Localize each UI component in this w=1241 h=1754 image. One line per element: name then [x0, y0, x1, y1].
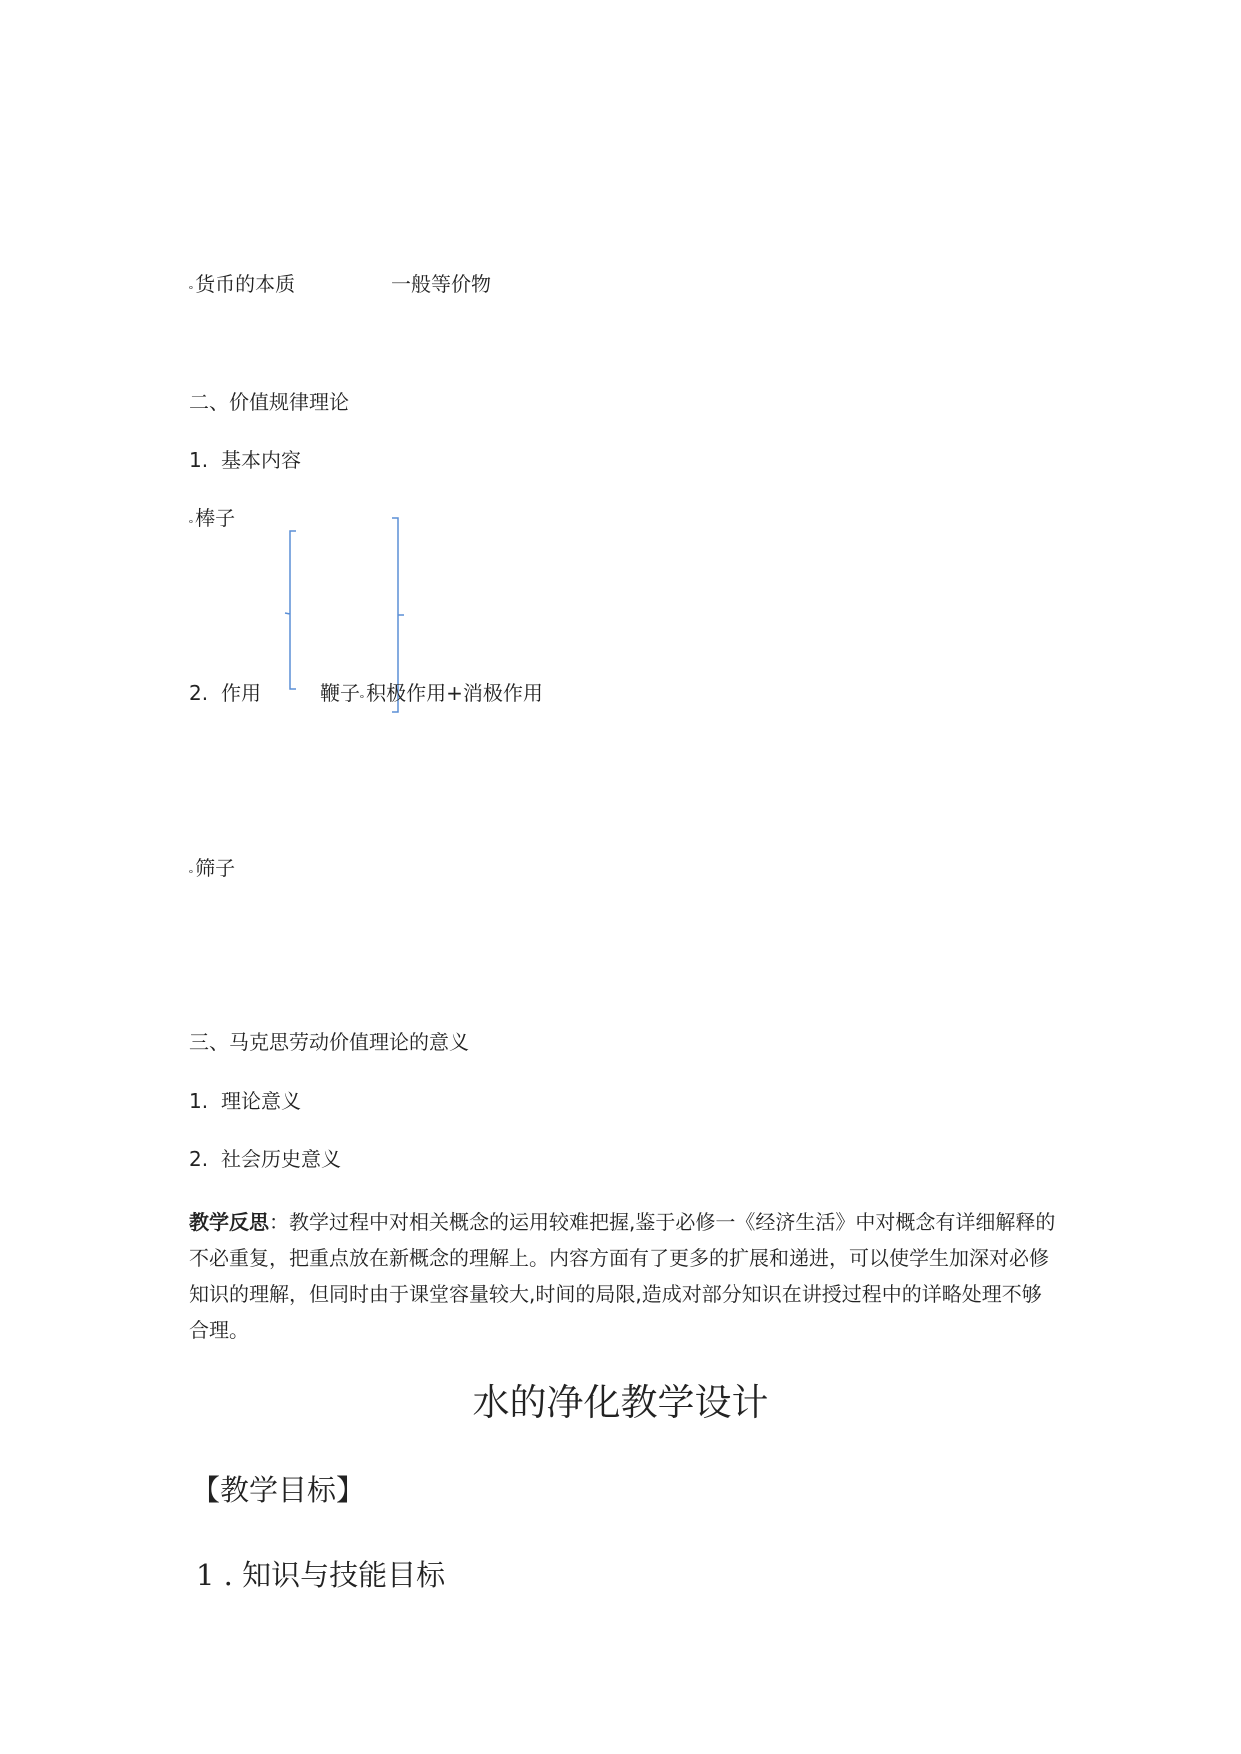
- bianzi-text: 鞭子: [320, 681, 360, 705]
- shaizi-line: [189, 856, 235, 883]
- reflection-label: 教学反思: [189, 1210, 269, 1234]
- item-text: 社会历史意义: [221, 1147, 341, 1171]
- bullet-marker: ₒ: [189, 515, 194, 526]
- shaizi-text: 筛子: [195, 856, 236, 880]
- item-number: 1.: [189, 448, 209, 472]
- section-2-heading: 二、价值规律理论: [189, 390, 349, 414]
- money-essence-label: 货币的本质: [195, 272, 296, 296]
- bianzi-line: [320, 681, 543, 708]
- bullet-marker: ₒ: [189, 865, 194, 876]
- item-2-2: [189, 681, 261, 705]
- bullet-marker: ₒ: [189, 281, 194, 292]
- item-3-1: [189, 1089, 301, 1113]
- bangzi-text: 棒子: [195, 506, 236, 530]
- reflection-colon: ：: [269, 1210, 289, 1234]
- item-3-2: [189, 1147, 341, 1171]
- item-number: 2.: [189, 1147, 209, 1171]
- item-text: 理论意义: [221, 1089, 301, 1113]
- left-bracket: [285, 531, 296, 689]
- item-text: 作用: [221, 681, 261, 705]
- objectives-heading: 【教学目标】: [191, 1473, 366, 1507]
- reflection-text: 教学过程中对相关概念的运用较难把握,鉴于必修一《经济生活》中对概念有详细解释的不必重复，把重点放在新概念的理解上。内容方面有了更多的扩展和递进，可以使学生加深对必修知识的理解，但同时由于课堂容量较大,时间的局限,造成对部分知识在讲授过程中的详略处理不够合理。: [189, 1210, 1056, 1342]
- item-text: 基本内容: [221, 448, 301, 472]
- item-number: 1.: [189, 1089, 209, 1113]
- document-title: 水的净化教学设计: [472, 1381, 769, 1424]
- money-essence-value: 一般等价物: [391, 272, 491, 296]
- bianzi-rest: 积极作用+消极作用: [366, 681, 543, 705]
- section-3-heading: 三、马克思劳动价值理论的意义: [189, 1030, 469, 1054]
- knowledge-skills-heading: 1 . 知识与技能目标: [196, 1558, 446, 1592]
- bullet-marker: ₒ: [360, 690, 365, 701]
- teaching-reflection: [189, 1204, 1061, 1348]
- item-number: 2.: [189, 681, 209, 705]
